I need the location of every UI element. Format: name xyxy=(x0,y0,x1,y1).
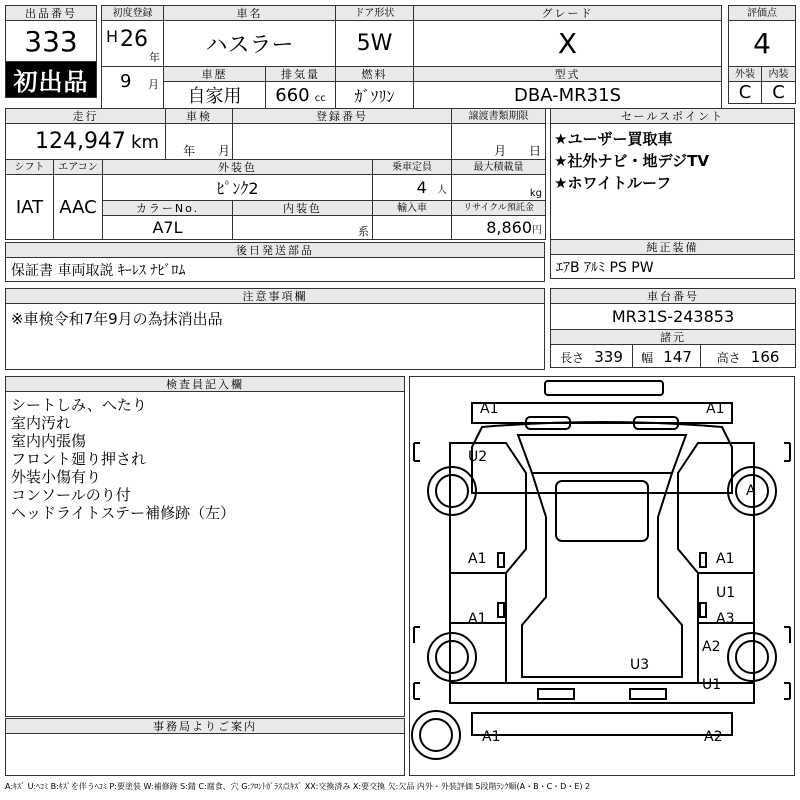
damage-mark: A2 xyxy=(704,729,723,745)
mileage-label: 走行 xyxy=(6,109,166,124)
inspector-line: フロント廻り押され xyxy=(11,450,147,468)
sales-points-list xyxy=(551,124,795,240)
model-label: 型式 xyxy=(414,67,722,82)
legend-text: A:ｷｽﾞ U:ﾍｺﾐ B:ｷｽﾞを伴うﾍｺﾐ P:要塗装 W:補修跡 S:錆 C:腐食、穴 G:ﾌﾛﾝﾄｶﾞﾗｽ点ｷｽﾞ XX:交換済み X:要交換 欠:欠品 内外・外装評価 5段階ﾗﾝｸ順(A・B・C・D・E) 2 xyxy=(5,782,591,791)
damage-mark: U2 xyxy=(468,449,488,465)
month-unit: 月 xyxy=(148,78,159,91)
era-letter: H xyxy=(106,27,119,46)
inspection-year-unit: 年 xyxy=(183,144,196,158)
car-name: ハスラー xyxy=(164,21,336,67)
color-no-label: カラーNo. xyxy=(103,201,233,216)
grade-value: X xyxy=(414,21,722,67)
load-unit: kg xyxy=(529,188,543,199)
recycle-label: リサイクル預託金 xyxy=(452,201,546,216)
shift-label: シフト xyxy=(6,160,54,175)
sales-point-item: ★ユーザー買取車 xyxy=(554,130,673,148)
displacement-value: 660 xyxy=(275,84,310,106)
inspector-table xyxy=(5,376,405,717)
inspector-label: 検査員記入欄 xyxy=(6,377,405,392)
model-value: DBA-MR31S xyxy=(414,82,722,109)
door-label: ドア形状 xyxy=(336,6,414,21)
recycle-value: 8,860 xyxy=(486,218,533,237)
chassis-number: MR31S-243853 xyxy=(551,304,796,330)
later-parts-value: 保証書 車両取説 ｷｰﾚｽ ﾅﾋﾞﾛﾑ xyxy=(6,258,545,282)
exterior-score: C xyxy=(729,82,762,104)
width-label: 幅 xyxy=(641,350,654,365)
reg-month: 9 xyxy=(120,71,132,92)
inspector-line: ヘッドライトステー補修跡（左） xyxy=(11,504,236,522)
mileage-value: 124,947 xyxy=(34,129,126,154)
interior-color-label: 内装色 xyxy=(233,201,373,216)
reg-number-value xyxy=(233,124,452,160)
width-value: 147 xyxy=(663,347,692,366)
year-unit: 年 xyxy=(149,51,160,64)
later-parts-label: 後日発送部品 xyxy=(6,243,545,258)
damage-mark: A2 xyxy=(702,639,721,655)
recycle-unit: 円 xyxy=(532,225,543,236)
damage-mark: A3 xyxy=(716,611,735,627)
displacement-label: 排気量 xyxy=(266,67,336,82)
lot-number: 333 xyxy=(6,21,97,62)
height-label: 高さ xyxy=(716,350,741,365)
header-main-table xyxy=(101,5,722,109)
transfer-date xyxy=(452,124,546,160)
width-cell xyxy=(633,345,701,368)
seats-unit: 人 xyxy=(437,185,448,196)
sales-points-table xyxy=(550,108,795,279)
length-value: 339 xyxy=(594,347,623,366)
mileage-cell xyxy=(6,124,166,160)
inspection-month-unit: 月 xyxy=(217,144,230,158)
office-body xyxy=(6,734,405,776)
seats-label: 乗車定員 xyxy=(373,160,452,175)
length-cell xyxy=(551,345,633,368)
first-reg-year xyxy=(102,21,164,67)
reg-year: 26 xyxy=(120,27,148,52)
vehicle-info-table xyxy=(5,108,546,240)
car-diagram xyxy=(409,376,795,776)
fuel-value: ｶﾞｿﾘﾝ xyxy=(336,82,414,109)
sales-point-item: ★社外ナビ・地デジTV xyxy=(554,152,709,170)
damage-mark: A xyxy=(746,483,756,499)
caution-value: ※車検令和7年9月の為抹消出品 xyxy=(6,304,545,370)
damage-mark: A1 xyxy=(468,551,487,567)
grade-label: グレード xyxy=(414,6,722,21)
reg-number-label: 登録番号 xyxy=(233,109,452,124)
inspector-line: 外装小傷有り xyxy=(11,468,102,486)
damage-mark: A1 xyxy=(716,551,735,567)
standard-equipment-value: ｴｱB ｱﾙﾐ PS PW xyxy=(551,255,795,279)
sales-point-item: ★ホワイトルーフ xyxy=(554,174,672,192)
first-reg-month xyxy=(102,67,164,109)
exterior-color-value: ﾋﾟﾝｸ2 xyxy=(103,175,373,201)
lot-label: 出品番号 xyxy=(6,6,97,21)
height-value: 166 xyxy=(750,347,780,366)
office-table xyxy=(5,718,405,776)
damage-mark: A1 xyxy=(480,401,499,417)
sales-points-label: セールスポイント xyxy=(551,109,795,124)
chassis-label: 車台番号 xyxy=(551,289,796,304)
fuel-label: 燃料 xyxy=(336,67,414,82)
damage-mark: A1 xyxy=(706,401,725,417)
damage-mark: U1 xyxy=(716,585,736,601)
interior-score: C xyxy=(762,82,796,104)
damage-mark: U1 xyxy=(702,677,722,693)
inspector-line: 室内内張傷 xyxy=(11,432,87,450)
height-cell xyxy=(701,345,796,368)
score-label: 評価点 xyxy=(729,6,796,21)
caution-label: 注意事項欄 xyxy=(6,289,545,304)
inspector-line: 室内汚れ xyxy=(11,414,72,432)
damage-mark: U3 xyxy=(630,657,650,673)
car-name-label: 車名 xyxy=(164,6,336,21)
transfer-day-unit: 日 xyxy=(529,144,542,158)
exterior-color-label: 外装色 xyxy=(103,160,373,175)
score-value: 4 xyxy=(729,21,796,67)
history-label: 車歴 xyxy=(164,67,266,82)
chassis-table xyxy=(550,288,796,368)
mileage-unit: km xyxy=(131,132,159,153)
interior-label: 内装 xyxy=(762,67,796,82)
inspection-date xyxy=(166,124,233,160)
displacement-unit: cc xyxy=(314,92,326,104)
car-outline xyxy=(410,377,794,775)
damage-mark: A1 xyxy=(482,729,501,745)
displacement-cell xyxy=(266,82,336,109)
import-label: 輸入車 xyxy=(373,201,452,216)
load-label: 最大積載量 xyxy=(452,160,546,175)
standard-equipment-label: 純正装備 xyxy=(551,240,795,255)
seats-value: 4 xyxy=(416,178,427,197)
exterior-label: 外装 xyxy=(729,67,762,82)
ac-value: AAC xyxy=(54,175,103,240)
ac-label: エアコン xyxy=(54,160,103,175)
first-listing-badge: 初出品 xyxy=(6,62,97,98)
inspector-line: コンソールのり付 xyxy=(11,486,131,504)
office-label: 事務局よりご案内 xyxy=(6,719,405,734)
inspection-label: 車検 xyxy=(166,109,233,124)
inspector-notes xyxy=(6,392,405,717)
load-cell xyxy=(452,175,546,201)
length-label: 長さ xyxy=(560,350,585,365)
dims-label: 諸元 xyxy=(551,330,796,345)
header-lot-table xyxy=(5,5,97,98)
door-type: 5W xyxy=(336,21,414,67)
transfer-label: 譲渡書類期限 xyxy=(452,109,546,124)
later-parts-table xyxy=(5,242,545,282)
score-table xyxy=(728,5,796,104)
seats-cell xyxy=(373,175,452,201)
shift-value: IAT xyxy=(6,175,54,240)
caution-table xyxy=(5,288,545,370)
history-value: 自家用 xyxy=(164,82,266,109)
color-no-value: A7L xyxy=(103,216,233,240)
interior-color-unit: 系 xyxy=(233,216,373,240)
damage-mark: A1 xyxy=(468,611,487,627)
transfer-month-unit: 月 xyxy=(494,144,507,158)
import-value xyxy=(373,216,452,240)
inspector-line: シートしみ、へたり xyxy=(11,396,147,414)
recycle-cell xyxy=(452,216,546,240)
first-reg-label: 初度登録 xyxy=(102,6,164,21)
